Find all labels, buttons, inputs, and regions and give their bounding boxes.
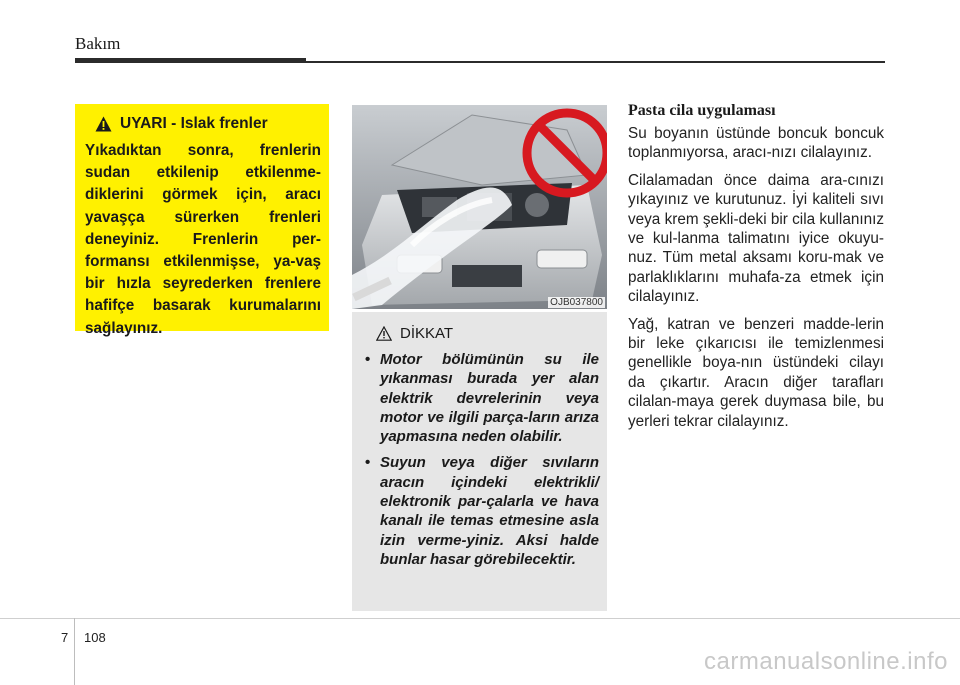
wax-section	[628, 100, 884, 439]
photo-code: OJB037800	[550, 297, 603, 308]
wax-heading: Pasta cila uygulaması	[628, 102, 776, 119]
car-illustration	[352, 105, 607, 309]
footer-divider	[74, 618, 75, 685]
warning-body: Yıkadıktan sonra, frenlerin sudan etkilenip etkilenme-diklerini görmek için, aracı yavaşça sürerken frenleri deneyiniz. Frenlerin per-formansı etkilenmişse, ya-vaş bir hızla seyrederken frenlere hafifçe basarak kurumalarını sağlayınız.	[85, 142, 321, 337]
watermark: carmanualsonline.info	[704, 648, 948, 675]
wax-paragraph: Yağ, katran ve benzeri madde-lerin bir leke çıkarıcısı ile temizlenmesi genellikle boya-nın üstündeki cilayı da çıkartır. Aracın diğer tarafları cilalan-maya gerek duymasa bile, bu yerleri tekrar cilalayınız.	[628, 315, 884, 430]
caution-item	[360, 453, 599, 569]
page-number: 108	[84, 630, 106, 645]
warning-triangle-icon	[95, 116, 112, 132]
warning-box	[75, 104, 329, 337]
bullet: •	[365, 454, 371, 472]
header-bar-thick	[75, 58, 306, 63]
caution-item	[360, 350, 599, 446]
caution-box	[352, 312, 607, 611]
section-title: Bakım	[75, 34, 121, 53]
bullet: •	[365, 351, 371, 368]
header-bar-thin	[306, 61, 885, 63]
caution-item-text: Motor bölümünün su ile yıkanması burada yer alan elektrik devrelerinin veya motor ve ilgili parça-ların arıza yapmasına neden olabilir.	[380, 351, 599, 446]
caution-list	[360, 350, 599, 569]
caution-title-text: DİKKAT	[400, 324, 454, 342]
caution-triangle-icon	[376, 326, 392, 341]
chapter-number: 7	[61, 630, 69, 645]
caution-title	[376, 323, 599, 343]
footer-rule	[0, 618, 960, 619]
warning-title-text: UYARI - Islak frenler	[120, 115, 268, 132]
warning-title	[95, 114, 321, 134]
wax-paragraph: Cilalamadan önce daima ara-cınızı yıkayınız ve kurutunuz. İyi kaliteli sıvı veya krem şekli-deki bir cila kullanınız ve kul-lanma talimatını iyice okuyu-nuz. Tüm metal aksamı koru-mak ve parlaklıklarını muhafa-za etmek için cilalayınız.	[628, 171, 884, 306]
caution-item-text: Suyun veya diğer sıvıların aracın içindeki elektrikli/ elektronik par-çalarla ve hava kanalı ile temas etmesine asla izin verme-yiniz. Aksi halde bunlar hasar görebilecektir.	[380, 454, 599, 568]
wax-paragraph: Su boyanın üstünde boncuk boncuk toplanmıyorsa, aracı-nızı cilalayınız.	[628, 125, 884, 162]
engine-wash-photo	[352, 105, 607, 309]
